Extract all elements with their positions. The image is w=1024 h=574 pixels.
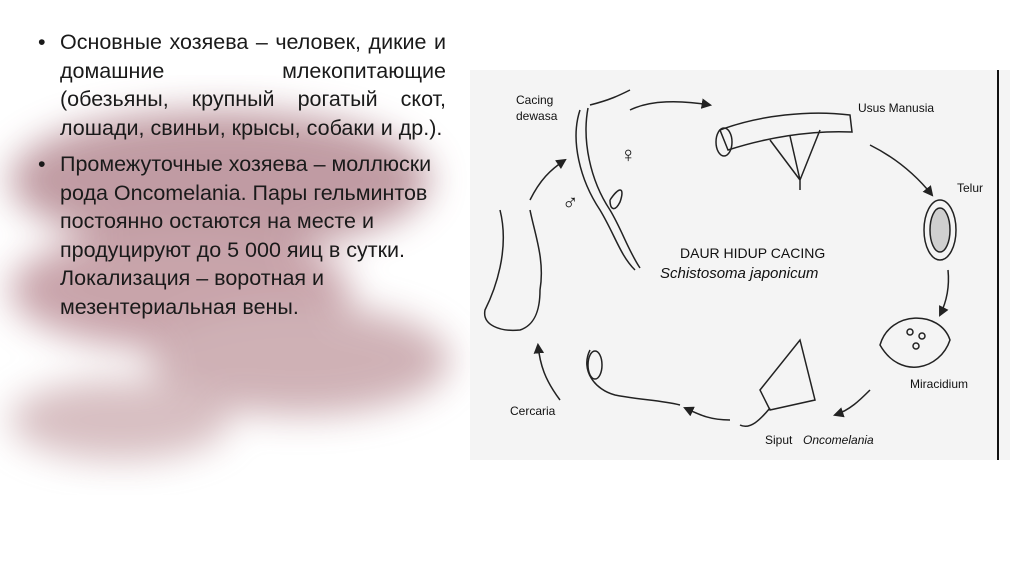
bullet-text: Основные хозяева – человек, дикие и домашние млекопитающие (обезьяны, крупный рогатый скот, лошади, свиньи, крысы, собаки и др.). bbox=[60, 30, 446, 140]
bullet-text: Промежуточные хозяева – моллюски рода Oncomelania. Пары гельминтов постоянно остаются на месте и продуцируют до 5 000 яиц в сутки. Локализация – воротная и мезентериальная вены. bbox=[60, 152, 432, 319]
bullet-dot: • bbox=[38, 152, 46, 176]
bullet-dot: • bbox=[38, 30, 46, 54]
text-column bbox=[36, 28, 446, 329]
diagram-title: DAUR HIDUP CACING bbox=[680, 245, 826, 261]
label-oncomelania: Oncomelania bbox=[803, 433, 874, 447]
label-siput: Siput bbox=[765, 433, 793, 447]
bullet-hosts bbox=[36, 28, 446, 142]
diagram-species: Schistosoma japonicum bbox=[660, 265, 819, 282]
label-cacing: Cacing bbox=[516, 93, 554, 107]
label-miracidium: Miracidium bbox=[910, 377, 969, 391]
label-telur: Telur bbox=[957, 181, 984, 195]
male-symbol-icon: ♂ bbox=[562, 190, 579, 215]
life-cycle-diagram bbox=[470, 70, 1010, 460]
label-dewasa: dewasa bbox=[516, 109, 558, 123]
bullet-intermediate-hosts bbox=[36, 150, 446, 321]
label-usus-manusia: Usus Manusia bbox=[858, 101, 935, 115]
life-cycle-figure bbox=[470, 70, 1010, 460]
female-symbol-icon: ♀ bbox=[620, 142, 637, 167]
label-cercaria: Cercaria bbox=[510, 404, 556, 418]
